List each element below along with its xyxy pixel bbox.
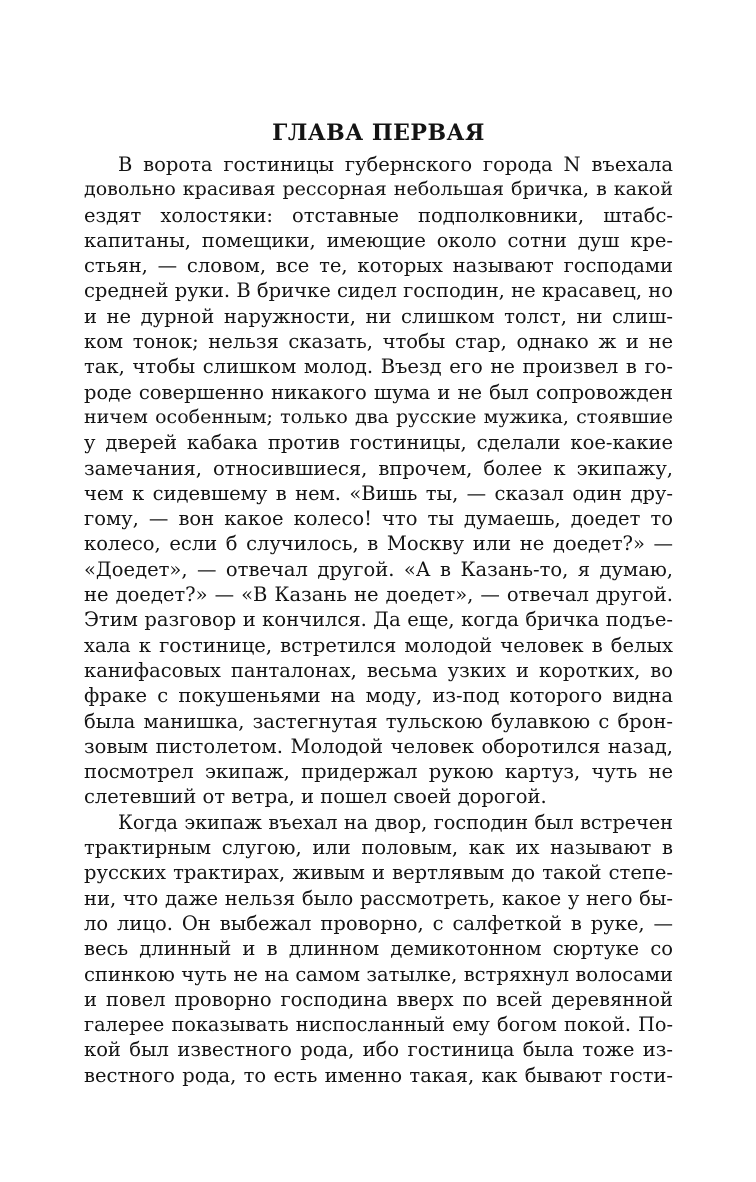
text-line: ло лицо. Он выбежал проворно, с салфеткой в руке, —	[84, 911, 673, 935]
text-line: капитаны, помещики, имеющие около сотни душ кре-	[84, 228, 673, 252]
chapter-title: ГЛАВА ПЕРВАЯ	[272, 120, 485, 146]
text-line: хала к гостинице, встретился молодой человек в белых	[84, 633, 673, 657]
text-line: гому, — вон какое колесо! что ты думаешь, доедет то	[84, 507, 673, 531]
text-line: «Доедет», — отвечал другой. «А в Казань-то, я думаю,	[84, 557, 673, 581]
paragraph	[84, 152, 673, 810]
text-line: не доедет?» — «В Казань не доедет», — отвечал другой.	[84, 583, 673, 607]
text-line: В ворота гостиницы губернского города N въехала	[118, 153, 673, 176]
text-line: кой был известного рода, ибо гостиница была тоже из-	[84, 1038, 673, 1062]
text-line: спинкою чуть не на самом затылке, встряхнул волосами	[84, 962, 673, 986]
paragraph	[84, 810, 673, 1088]
text-line: чем к сидевшему в нем. «Вишь ты, — сказал один дру-	[84, 481, 673, 505]
text-line: вестного рода, то есть именно такая, как бывают гости-	[84, 1063, 673, 1087]
text-line: замечания, относившиеся, впрочем, более к экипажу,	[84, 456, 673, 480]
text-line: так, чтобы слишком молод. Въезд его не произвел в го-	[84, 355, 673, 379]
text-line: фраке с покушеньями на моду, из-под которого видна	[84, 684, 673, 708]
text-line: галерее показывать ниспосланный ему богом покой. По-	[84, 1013, 673, 1037]
text-line: довольно красивая рессорная небольшая бричка, в какой	[84, 178, 673, 201]
text-line: роде совершенно никакого шума и не был сопровожден	[84, 380, 673, 404]
text-line: ничем особенным; только два русские мужика, стоявшие	[84, 405, 673, 428]
text-line: средней руки. В бричке сидел господин, не красавец, но	[84, 279, 673, 303]
text-line: стьян, — словом, все те, которых называют господами	[84, 254, 673, 278]
text-line: была манишка, застегнутая тульскою булавкою с брон-	[84, 709, 673, 733]
text-line: Этим разговор и кончился. Да еще, когда бричка подъе-	[84, 608, 673, 632]
text-line: слетевший от ветра, и пошел своей дорогой.	[84, 785, 547, 809]
book-page	[84, 118, 673, 1088]
text-line: трактирным слугою, или половым, как их называют в	[84, 836, 673, 860]
text-line: посмотрел экипаж, придержал рукою картуз, чуть не	[84, 760, 673, 784]
text-line: и повел проворно господина вверх по всей деревянной	[84, 987, 673, 1011]
text-line: колесо, если б случилось, в Москву или не доедет?» —	[84, 532, 673, 556]
text-line: канифасовых панталонах, весьма узких и коротких, во	[84, 658, 673, 682]
text-line: у дверей кабака против гостиницы, сделали кое-какие	[84, 431, 673, 455]
text-line: русских трактирах, живым и вертлявым до такой степе-	[84, 861, 673, 885]
text-line: Когда экипаж въехал на двор, господин был встречен	[118, 810, 673, 834]
text-line: зовым пистолетом. Молодой человек оборотился назад,	[84, 734, 673, 758]
text-line: ни, что даже нельзя было рассмотреть, какое у него бы-	[84, 886, 673, 910]
text-line: и не дурной наружности, ни слишком толст, ни слиш-	[84, 304, 673, 328]
text-line: весь длинный и в длинном демикотонном сюртуке со	[84, 937, 673, 961]
text-line: ездят холостяки: отставные подполковники, штабс-	[84, 203, 673, 227]
text-line: ком тонок; нельзя сказать, чтобы стар, однако ж и не	[84, 330, 673, 354]
